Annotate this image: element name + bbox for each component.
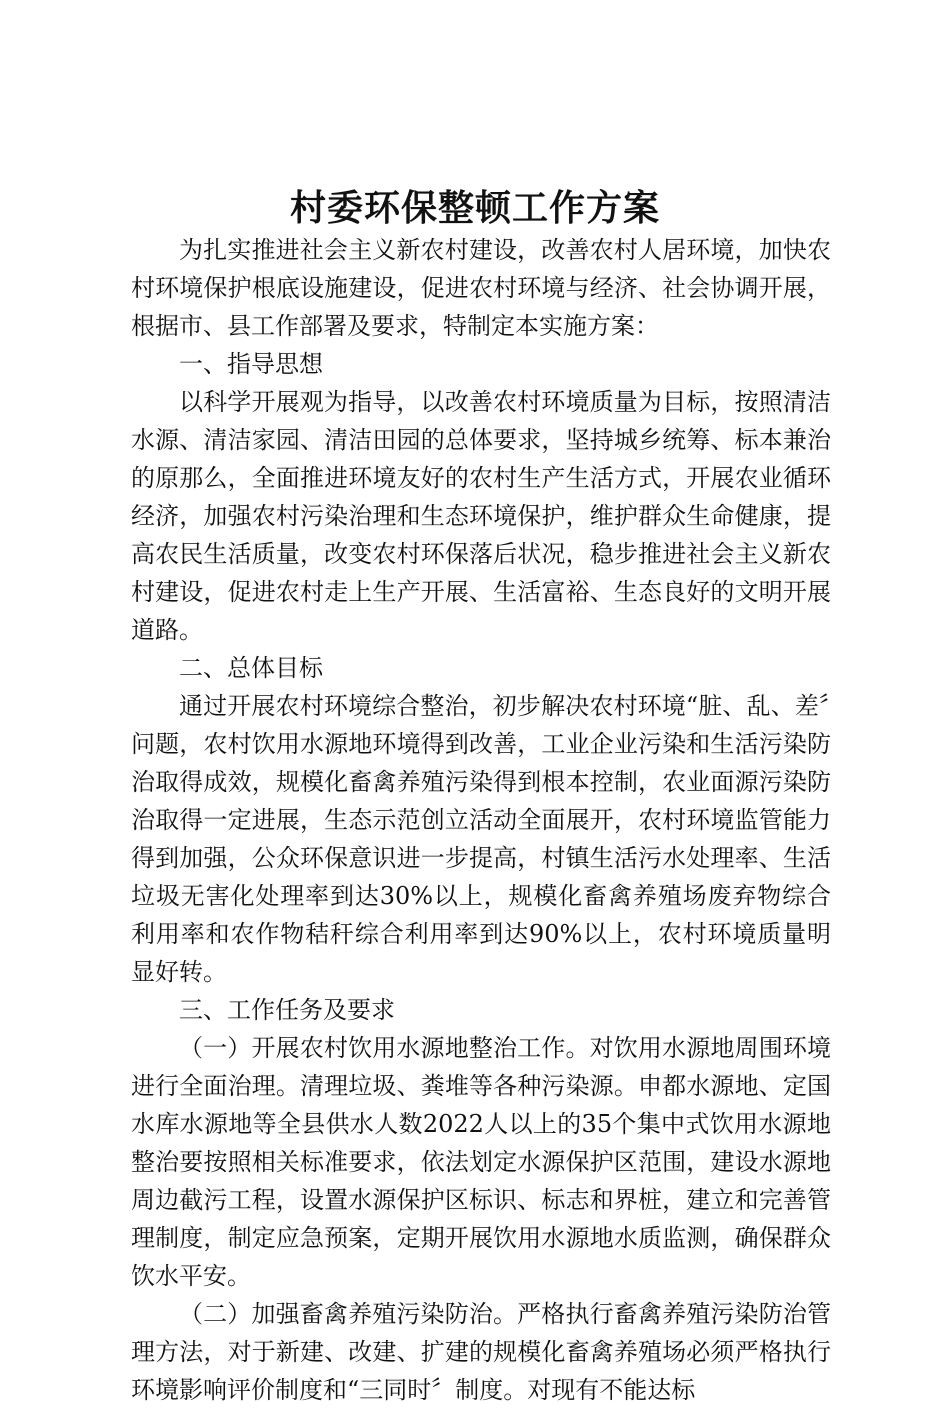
section-heading-overall-goals: 二、总体目标 [179, 654, 323, 682]
task-water-source-paragraph: （一）开展农村饮用水源地整治工作。对饮用水源地周围环境进行全面治理。清理垃圾、粪堆等各种污染源。申都水源地、定国水库水源地等全县供水人数2022人以上的35个集中式饮用水源地整治要按照相关标准要求，依法划定水源保护区范围，建设水源地周边截污工程，设置水源保护区标识、标志和界桩，建立和完善管理制度，制定应急预案，定期开展饮用水源地水质监测，确保群众饮水平安。 [131, 1034, 831, 1290]
document-title: 村委环保整顿工作方案 [289, 187, 660, 229]
document-body [131, 231, 831, 1409]
section-heading-guiding-ideology: 一、指导思想 [179, 350, 323, 378]
guiding-ideology-paragraph: 以科学开展观为指导，以改善农村环境质量为目标，按照清洁水源、清洁家园、清洁田园的总体要求，坚持城乡统筹、标本兼治的原那么，全面推进环境友好的农村生产生活方式，开展农业循环经济，加强农村污染治理和生态环境保护，维护群众生命健康，提高农民生活质量，改变农村环保落后状况，稳步推进社会主义新农村建设，促进农村走上生产开展、生活富裕、生态良好的文明开展道路。 [131, 388, 831, 644]
overall-goals-paragraph: 通过开展农村环境综合整治，初步解决农村环境“脏、乱、差〞问题，农村饮用水源地环境得到改善，工业企业污染和生活污染防治取得成效，规模化畜禽养殖污染得到根本控制，农业面源污染防治取得一定进展，生态示范创立活动全面展开，农村环境监管能力得到加强，公众环保意识进一步提高，村镇生活污水处理率、生活垃圾无害化处理率到达30%以上，规模化畜禽养殖场废弃物综合利用率和农作物秸秆综合利用率到达90%以上，农村环境质量明显好转。 [131, 692, 831, 986]
task-livestock-paragraph: （二）加强畜禽养殖污染防治。严格执行畜禽养殖污染防治管理方法，对于新建、改建、扩建的规模化畜禽养殖场必须严格执行环境影响评价制度和“三同时〞制度。对现有不能达标 [131, 1300, 831, 1404]
section-heading-tasks: 三、工作任务及要求 [179, 996, 395, 1024]
intro-paragraph: 为扎实推进社会主义新农村建设，改善农村人居环境，加快农村环境保护根底设施建设，促进农村环境与经济、社会协调开展，根据市、县工作部署及要求，特制定本实施方案： [131, 236, 831, 340]
